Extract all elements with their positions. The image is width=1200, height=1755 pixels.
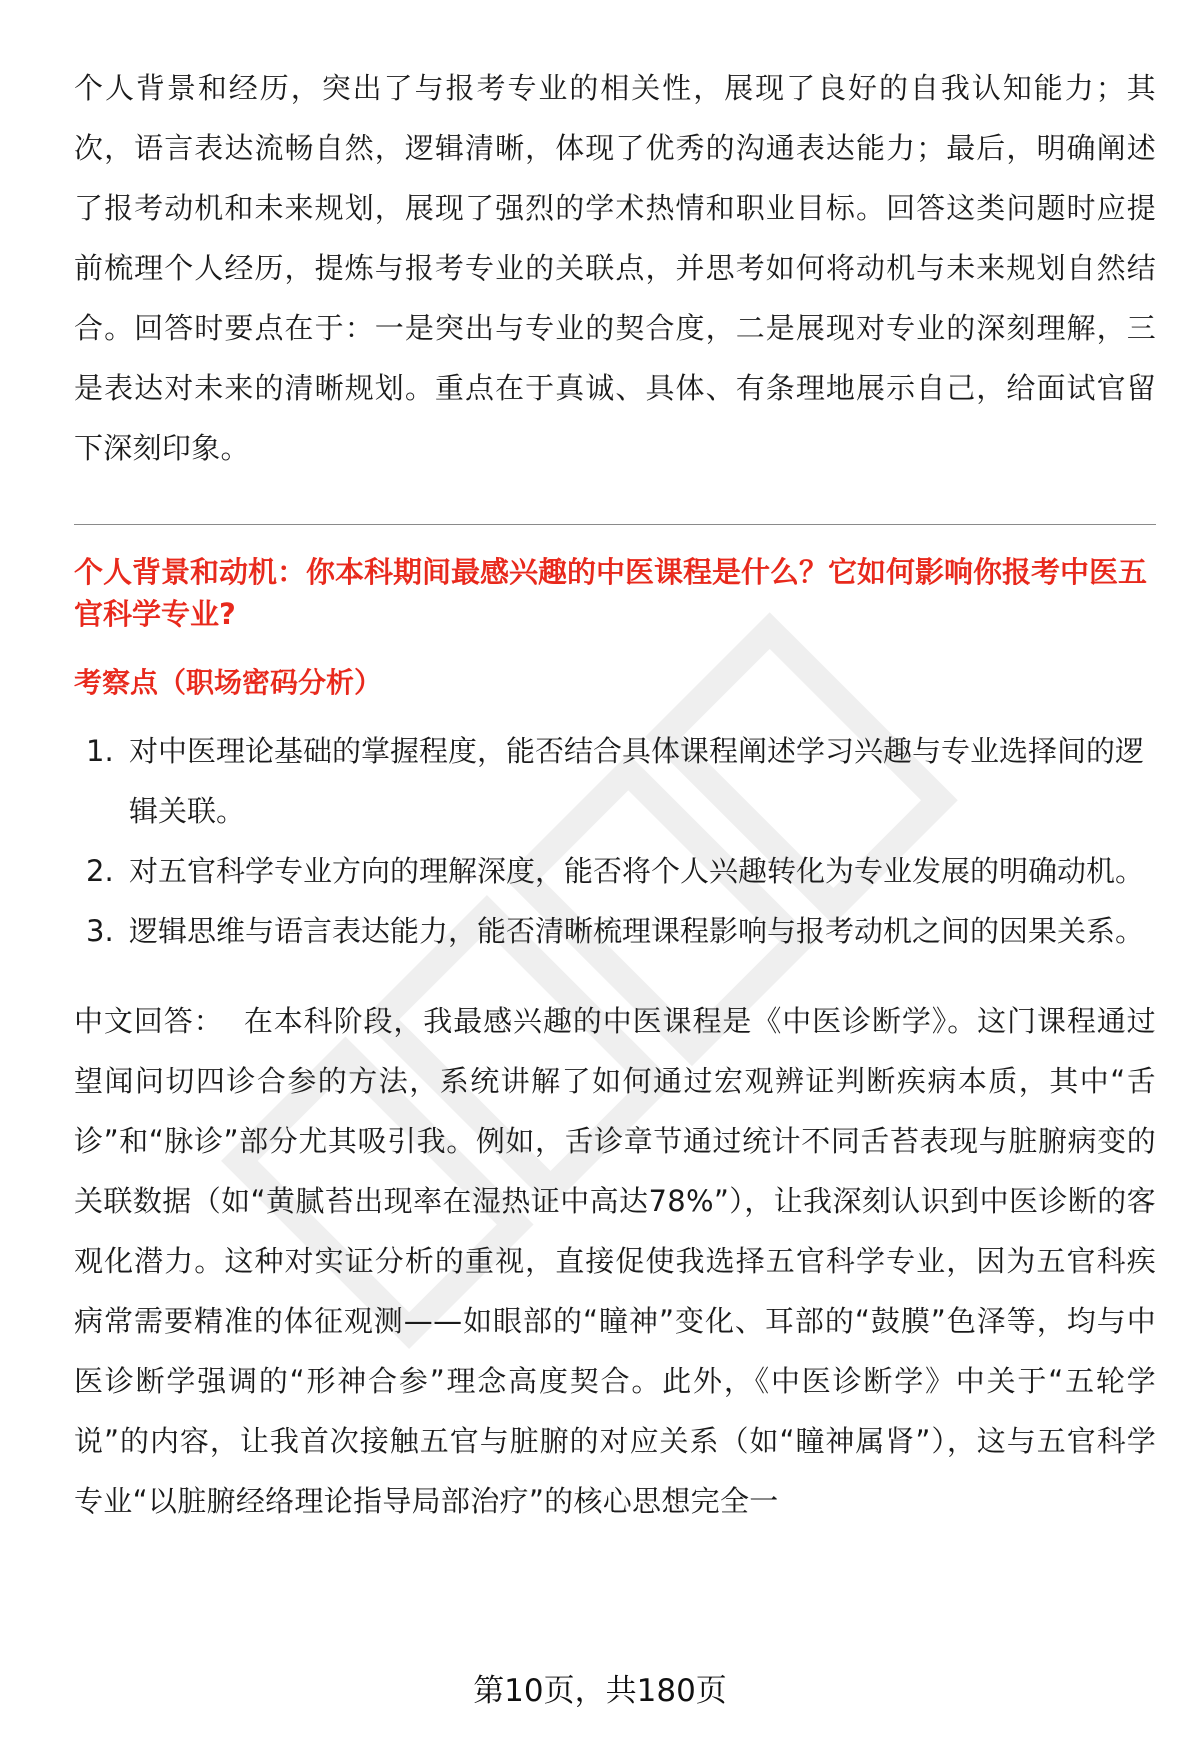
list-item: [74, 721, 1156, 841]
answer-label: 中文回答：: [74, 1004, 224, 1038]
list-item-number: 3.: [86, 914, 114, 948]
question-title: 个人背景和动机：你本科期间最感兴趣的中医课程是什么？它如何影响你报考中医五官科学专业?: [74, 555, 1148, 631]
page-content: [74, 58, 1156, 1531]
list-item-number: 2.: [86, 854, 114, 888]
analysis-section-title: 考察点（职场密码分析）: [74, 666, 383, 699]
list-item: [74, 901, 1156, 961]
list-item: [74, 841, 1156, 901]
analysis-points-list: [74, 721, 1156, 961]
list-item-text: 对五官科学专业方向的理解深度，能否将个人兴趣转化为专业发展的明确动机。: [129, 854, 1145, 888]
list-item-number: 1.: [86, 734, 114, 768]
intro-paragraph: 个人背景和经历，突出了与报考专业的相关性，展现了良好的自我认知能力；其次，语言表达流畅自然，逻辑清晰，体现了优秀的沟通表达能力；最后，明确阐述了报考动机和未来规划，展现了强烈的学术热情和职业目标。回答这类问题时应提前梳理个人经历，提炼与报考专业的关联点，并思考如何将动机与未来规划自然结合。回答时要点在于：一是突出与专业的契合度，二是展现对专业的深刻理解，三是表达对未来的清晰规划。重点在于真诚、具体、有条理地展示自己，给面试官留下深刻印象。: [74, 71, 1156, 465]
answer-text: 在本科阶段，我最感兴趣的中医课程是《中医诊断学》。这门课程通过望闻问切四诊合参的方法，系统讲解了如何通过宏观辨证判断疾病本质，其中“舌诊”和“脉诊”部分尤其吸引我。例如，舌诊章节通过统计不同舌苔表现与脏腑病变的关联数据（如“黄腻苔出现率在湿热证中高达78%”），让我深刻认识到中医诊断的客观化潜力。这种对实证分析的重视，直接促使我选择五官科学专业，因为五官科疾病常需要精准的体征观测——如眼部的“瞳神”变化、耳部的“鼓膜”色泽等，均与中医诊断学强调的“形神合参”理念高度契合。此外，《中医诊断学》中关于“五轮学说”的内容，让我首次接触五官与脏腑的对应关系（如“瞳神属肾”），这与五官科学专业“以脏腑经络理论指导局部治疗”的核心思想完全一: [74, 1004, 1156, 1518]
answer-paragraph: [74, 991, 1156, 1531]
page-number-footer: 第10页，共180页: [473, 1673, 727, 1709]
list-item-text: 对中医理论基础的掌握程度，能否结合具体课程阐述学习兴趣与专业选择间的逻辑关联。: [129, 734, 1145, 828]
list-item-text: 逻辑思维与语言表达能力，能否清晰梳理课程影响与报考动机之间的因果关系。: [129, 914, 1145, 948]
section-divider: [74, 524, 1156, 525]
